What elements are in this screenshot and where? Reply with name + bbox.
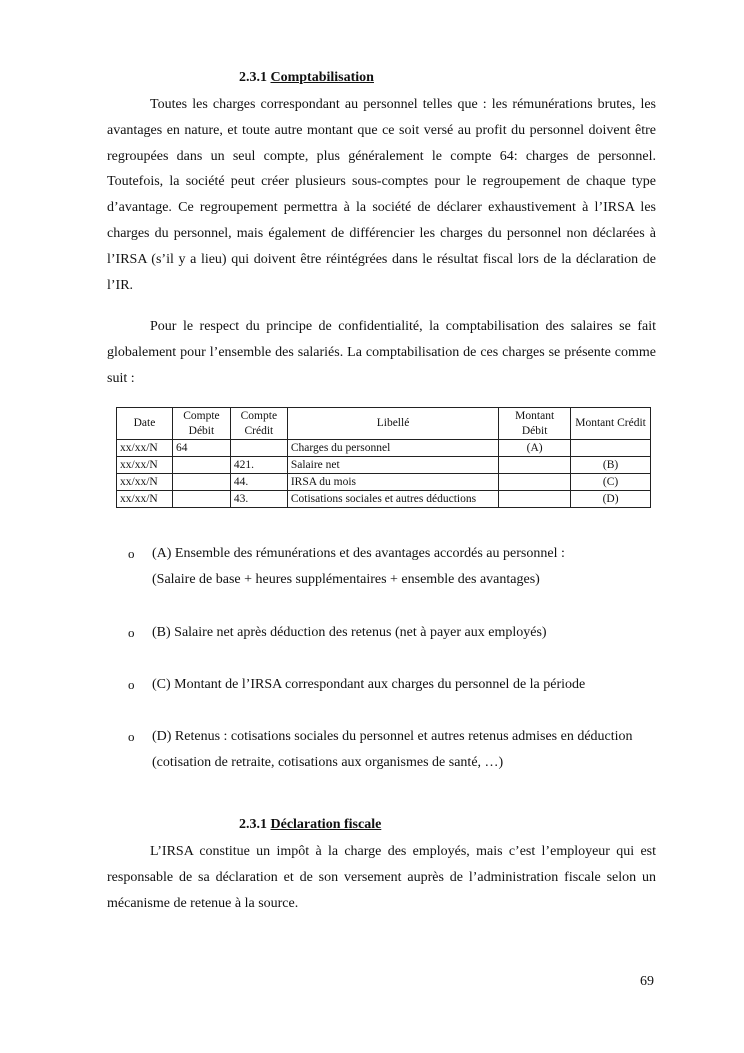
cell-compte-debit: [172, 457, 230, 474]
cell-montant-debit: [499, 491, 571, 508]
section-title: Comptabilisation: [270, 70, 374, 85]
cell-libelle: Salaire net: [287, 457, 498, 474]
cell-montant-credit: (C): [571, 474, 651, 491]
table-row: [117, 474, 651, 491]
list-item: [107, 620, 667, 646]
note-list: [107, 620, 667, 646]
header-compte-credit: Compte Crédit: [230, 408, 287, 440]
note-line: (B) Salaire net après déduction des retenus (net à payer aux employés): [152, 625, 547, 640]
cell-compte-credit: 421.: [230, 457, 287, 474]
section-number: 2.3.1: [239, 70, 267, 85]
note-line: (C) Montant de l’IRSA correspondant aux charges du personnel de la période: [152, 677, 586, 692]
cell-compte-credit: 44.: [230, 474, 287, 491]
cell-montant-debit: (A): [499, 440, 571, 457]
cell-libelle: Charges du personnel: [287, 440, 498, 457]
section-title: Déclaration fiscale: [270, 817, 382, 832]
cell-libelle: Cotisations sociales et autres déductions: [287, 491, 498, 508]
list-item: [107, 672, 667, 698]
cell-compte-credit: [230, 440, 287, 457]
note-line: (Salaire de base + heures supplémentaires + ensemble des avantages): [152, 572, 540, 587]
cell-date: xx/xx/N: [117, 457, 173, 474]
table-row: [117, 491, 651, 508]
header-montant-debit: Montant Débit: [499, 408, 571, 440]
note-list: [107, 724, 667, 776]
section-number: 2.3.1: [239, 817, 267, 832]
cell-montant-debit: [499, 474, 571, 491]
page-number: 69: [640, 974, 654, 989]
cell-libelle: IRSA du mois: [287, 474, 498, 491]
bullet-circle-icon: o: [128, 677, 135, 692]
section-heading-comptabilisation: [239, 70, 374, 86]
table-header-row: [117, 408, 651, 440]
cell-compte-debit: [172, 474, 230, 491]
cell-montant-credit: (B): [571, 457, 651, 474]
note-line: (A) Ensemble des rémunérations et des avantages accordés au personnel :: [152, 546, 565, 561]
note-list: [107, 541, 667, 593]
bullet-circle-icon: o: [128, 546, 135, 561]
cell-montant-debit: [499, 457, 571, 474]
paragraph-charges: [107, 92, 656, 298]
paragraph-text: L’IRSA constitue un impôt à la charge des employés, mais c’est l’employeur qui est responsable de sa déclaration et de son versement auprès de l’administration fiscale selon un mécanisme de retenue à la source.: [107, 844, 656, 911]
header-compte-debit: Compte Débit: [172, 408, 230, 440]
header-date: Date: [117, 408, 173, 440]
paragraph-text: Toutes les charges correspondant au personnel telles que : les rémunérations brutes, les avantages en nature, et toute autre montant que ce soit versé au profit du personnel doivent être regroupées dans un seul compte, plus généralement le compte 64: charges de personnel. Toutefois, la société peut créer plusieurs sous-comptes pour le regroupement de chaque type d’avantage. Ce regroupement permettra à la société de déclarer exhaustivement à l’IRSA les charges du personnel, mais également de différencier les charges du personnel non déclarées à l’IRSA (s’il y a lieu) qui doivent être réintégrées dans le résultat fiscal lors de la déclaration de l’IR.: [107, 97, 656, 293]
list-item: [107, 541, 667, 593]
cell-compte-debit: [172, 491, 230, 508]
note-list: [107, 672, 667, 698]
table-row: [117, 457, 651, 474]
cell-compte-credit: 43.: [230, 491, 287, 508]
cell-date: xx/xx/N: [117, 440, 173, 457]
list-item: [107, 724, 667, 776]
section-heading-declaration: [239, 817, 381, 833]
cell-montant-credit: (D): [571, 491, 651, 508]
cell-date: xx/xx/N: [117, 474, 173, 491]
cell-compte-debit: 64: [172, 440, 230, 457]
table-row: [117, 440, 651, 457]
cell-date: xx/xx/N: [117, 491, 173, 508]
note-line: (D) Retenus : cotisations sociales du personnel et autres retenus admises en déduction: [152, 729, 633, 744]
bullet-circle-icon: o: [128, 729, 135, 744]
accounting-entry-table: [116, 407, 651, 508]
paragraph-text: Pour le respect du principe de confidentialité, la comptabilisation des salaires se fait globalement pour l’ensemble des salariés. La comptabilisation de ces charges se présente comme suit :: [107, 319, 656, 386]
bullet-circle-icon: o: [128, 625, 135, 640]
paragraph-irsa: [107, 839, 656, 916]
header-montant-credit: Montant Crédit: [571, 408, 651, 440]
note-line: (cotisation de retraite, cotisations aux organismes de santé, …): [152, 755, 504, 770]
paragraph-confidentialite: [107, 314, 656, 391]
header-libelle: Libellé: [287, 408, 498, 440]
cell-montant-credit: [571, 440, 651, 457]
